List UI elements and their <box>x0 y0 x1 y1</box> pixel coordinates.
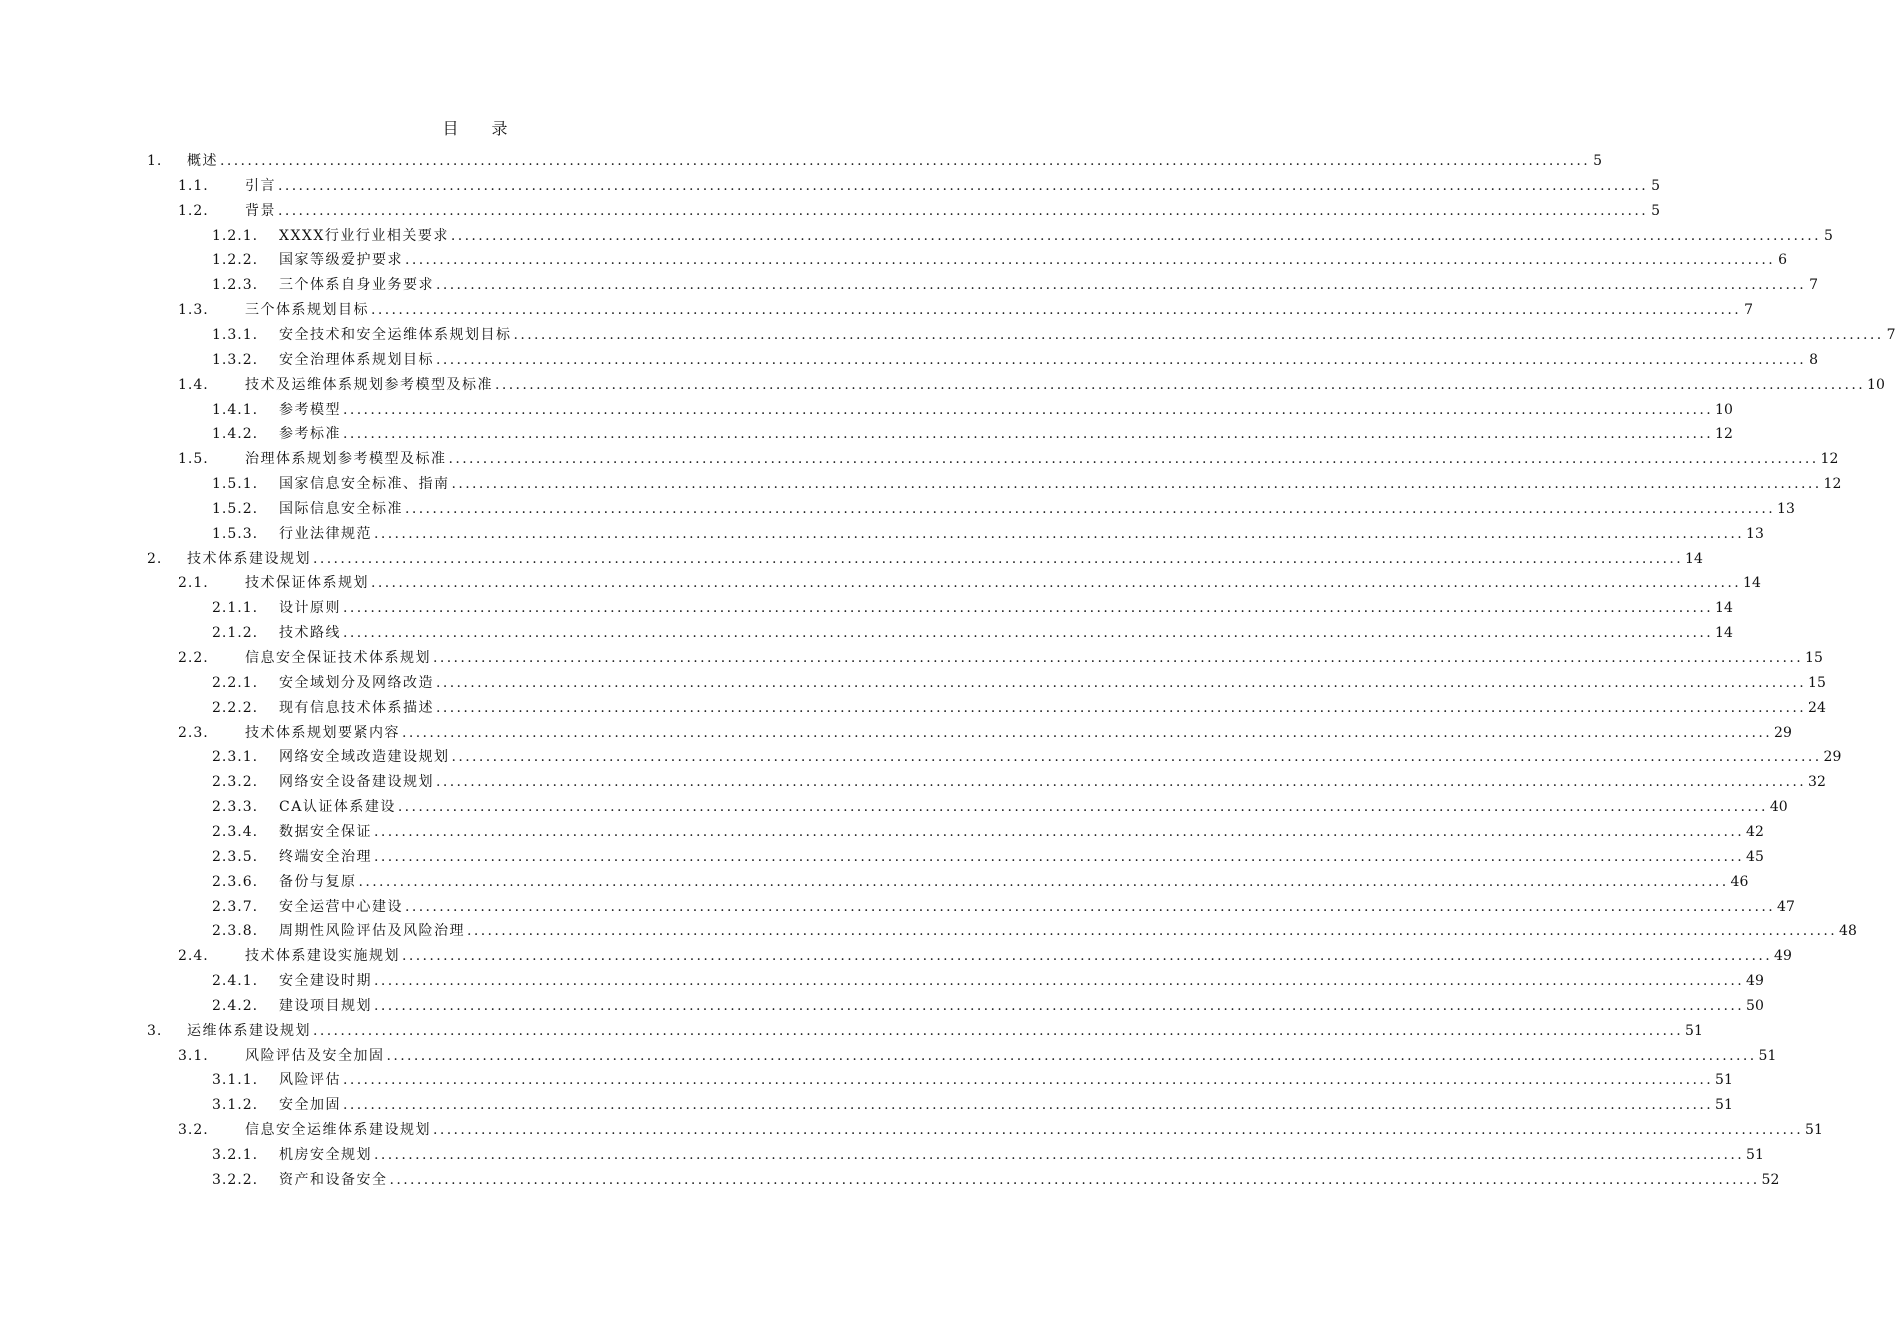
toc-entry-number: 2.2. <box>178 650 209 666</box>
toc-entry-label: 技术体系建设规划 <box>187 550 311 567</box>
toc-entry-page-number: 7 <box>1744 302 1754 319</box>
toc-entry-page-number: 5 <box>1824 227 1833 244</box>
toc-entry-page-number: 5 <box>1651 177 1661 194</box>
toc-entry-page-number: 12 <box>1820 451 1839 468</box>
toc-entry-page-number: 40 <box>1769 799 1788 816</box>
toc-entry-page-number: 51 <box>1685 1022 1703 1039</box>
toc-entry-page-number: 51 <box>1715 1097 1733 1114</box>
toc-entry-page-number: 10 <box>1867 376 1885 393</box>
toc-entry-leader-dots: ........................................................................................................................................................................................................ <box>436 277 1807 294</box>
toc-entry-number: 2.3.1. <box>212 749 259 766</box>
toc-entry[interactable] <box>212 1169 1780 1191</box>
toc-entry-page-number: 50 <box>1746 997 1764 1014</box>
toc-entry-leader-dots: ........................................................................................................................................................................................................ <box>313 1022 1684 1039</box>
toc-entry[interactable] <box>212 498 1795 520</box>
toc-entry-number: 3.2.2. <box>212 1171 259 1188</box>
toc-entry[interactable] <box>178 647 1823 669</box>
toc-entry-number: 1.4.1. <box>212 401 259 418</box>
toc-entry-label: 现有信息技术体系描述 <box>279 699 434 716</box>
toc-entry-leader-dots: ........................................................................................................................................................................................................ <box>436 674 1807 691</box>
toc-entry-label: 三个体系自身业务要求 <box>279 277 434 294</box>
toc-entry-leader-dots: ........................................................................................................................................................................................................ <box>371 302 1742 319</box>
toc-entry-label: 行业法律规范 <box>279 525 372 542</box>
toc-entry-label: 参考模型 <box>279 401 341 418</box>
toc-entry-leader-dots: ........................................................................................................................................................................................................ <box>448 451 1819 468</box>
toc-entry-number: 1.5.1. <box>212 476 259 493</box>
toc-entry-page-number: 46 <box>1730 873 1749 890</box>
toc-entry-label: 建设项目规划 <box>279 997 372 1014</box>
toc-entry-number: 3.2. <box>178 1122 209 1139</box>
toc-entry-label: 备份与复原 <box>279 873 357 890</box>
toc-entry[interactable] <box>212 523 1764 545</box>
toc-entry-label: 技术体系建设实施规划 <box>245 948 400 965</box>
toc-entry-number: 2.3.5. <box>212 848 259 865</box>
toc-entry-leader-dots: ........................................................................................................................................................................................................ <box>343 426 1714 443</box>
toc-entry[interactable] <box>178 1119 1823 1141</box>
toc-entry-label: 信息安全运维体系建设规划 <box>245 1122 431 1139</box>
toc-title: 目 录 <box>442 119 522 138</box>
toc-entry-page-number: 5 <box>1593 153 1603 169</box>
toc-entry-leader-dots: ........................................................................................................................................................................................................ <box>343 1072 1714 1089</box>
toc-entry-label: 终端安全治理 <box>279 848 372 865</box>
toc-entry-number: 2.4. <box>178 948 209 965</box>
toc-entry-page-number: 14 <box>1743 575 1761 592</box>
toc-entry-label: CA认证体系建设 <box>279 799 396 816</box>
toc-entry[interactable] <box>212 1094 1733 1116</box>
toc-entry-label: 国家信息安全标准、指南 <box>279 476 450 493</box>
toc-entry-label: 概述 <box>187 153 218 169</box>
toc-entry-leader-dots: ........................................................................................................................................................................................................ <box>374 823 1745 840</box>
toc-entry-number: 2.1. <box>178 575 209 592</box>
toc-entry[interactable] <box>212 225 1833 247</box>
toc-entry-number: 2.3.4. <box>212 823 259 840</box>
toc-entry-label: 技术及运维体系规划参考模型及标准 <box>245 376 493 393</box>
toc-entry-page-number: 29 <box>1774 724 1792 741</box>
toc-entry-page-number: 51 <box>1746 1147 1764 1163</box>
toc-entry-label: 运维体系建设规划 <box>187 1022 311 1039</box>
toc-entry[interactable] <box>212 697 1826 719</box>
toc-entry-page-number: 32 <box>1808 774 1826 791</box>
toc-entry-leader-dots: ........................................................................................................................................................................................................ <box>405 898 1776 915</box>
toc-entry-number: 3.1.1. <box>212 1072 259 1089</box>
toc-entry-number: 2.4.2. <box>212 997 259 1014</box>
toc-entry-page-number: 14 <box>1715 625 1733 642</box>
toc-entry-label: 风险评估及安全加固 <box>245 1047 385 1064</box>
toc-entry-label: 安全建设时期 <box>279 973 372 990</box>
toc-entry-page-number: 7 <box>1886 326 1896 343</box>
toc-entry[interactable] <box>212 622 1733 644</box>
toc-entry-leader-dots: ........................................................................................................................................................................................................ <box>278 177 1649 194</box>
toc-entry-number: 1.3.2. <box>212 351 259 368</box>
toc-entry-leader-dots: ........................................................................................................................................................................................................ <box>220 153 1591 169</box>
toc-entry-page-number: 7 <box>1809 277 1819 294</box>
toc-entry[interactable] <box>212 1144 1764 1166</box>
toc-entry-leader-dots: ........................................................................................................................................................................................................ <box>389 1171 1760 1188</box>
toc-entry-label: 三个体系规划目标 <box>245 302 369 319</box>
toc-entry-leader-dots: ........................................................................................................................................................................................................ <box>397 799 1768 816</box>
toc-entry-page-number: 12 <box>1823 476 1842 493</box>
toc-entry[interactable] <box>178 374 1885 396</box>
toc-entry[interactable] <box>212 1069 1733 1091</box>
toc-entry-page-number: 52 <box>1761 1171 1780 1188</box>
toc-entry[interactable] <box>147 150 1603 172</box>
toc-entry-page-number: 42 <box>1746 823 1764 840</box>
toc-entry-number: 1.1. <box>178 177 209 194</box>
toc-entry-label: 技术路线 <box>279 625 341 642</box>
toc-entry-number: 2.1.1. <box>212 600 259 617</box>
toc-entry-leader-dots: ........................................................................................................................................................................................................ <box>513 326 1884 343</box>
toc-entry-page-number: 51 <box>1758 1047 1777 1064</box>
toc-entry[interactable] <box>212 274 1819 296</box>
toc-entry-leader-dots: ........................................................................................................................................................................................................ <box>436 699 1807 716</box>
toc-entry-leader-dots: ........................................................................................................................................................................................................ <box>343 401 1714 418</box>
toc-entry-number: 1.5. <box>178 451 209 468</box>
toc-entry-number: 1.5.3. <box>212 525 259 542</box>
toc-entry-number: 1.2. <box>178 202 209 219</box>
toc-entry-number: 1.2.2. <box>212 252 259 269</box>
toc-entry-leader-dots: ........................................................................................................................................................................................................ <box>374 1147 1745 1163</box>
toc-entry-label: 背景 <box>245 202 276 219</box>
toc-entry[interactable] <box>178 448 1839 470</box>
toc-entry-page-number: 8 <box>1809 351 1819 368</box>
toc-entry-label: 风险评估 <box>279 1072 341 1089</box>
toc-entry-page-number: 10 <box>1715 401 1733 418</box>
toc-entry-number: 1.4. <box>178 376 209 393</box>
toc-entry-label: 信息安全保证技术体系规划 <box>245 650 431 666</box>
toc-entry-number: 2. <box>147 550 163 567</box>
toc-entry-leader-dots: ........................................................................................................................................................................................................ <box>278 202 1649 219</box>
toc-entry-number: 2.1.2. <box>212 625 259 642</box>
toc-entry[interactable] <box>212 324 1896 346</box>
toc-entry-leader-dots: ........................................................................................................................................................................................................ <box>374 525 1745 542</box>
toc-entry-leader-dots: ........................................................................................................................................................................................................ <box>371 575 1742 592</box>
toc-entry[interactable] <box>212 771 1826 793</box>
toc-entry[interactable] <box>178 945 1792 967</box>
toc-entry-page-number: 14 <box>1685 550 1703 567</box>
toc-entry[interactable] <box>212 349 1819 371</box>
toc-entry-label: 周期性风险评估及风险治理 <box>279 923 465 940</box>
toc-entry[interactable] <box>178 299 1754 321</box>
toc-entry-page-number: 51 <box>1715 1072 1733 1089</box>
toc-entry-leader-dots: ........................................................................................................................................................................................................ <box>451 749 1822 766</box>
toc-entry-number: 2.3.8. <box>212 923 259 940</box>
toc-entry-label: 网络安全设备建设规划 <box>279 774 434 791</box>
toc-entry[interactable] <box>212 846 1764 868</box>
toc-entry[interactable] <box>212 473 1842 495</box>
toc-entry[interactable] <box>212 970 1764 992</box>
toc-entry-leader-dots: ........................................................................................................................................................................................................ <box>358 873 1729 890</box>
toc-entry[interactable] <box>212 871 1749 893</box>
toc-entry[interactable] <box>178 722 1792 744</box>
toc-entry[interactable] <box>178 200 1661 222</box>
toc-entry-number: 2.3.3. <box>212 799 259 816</box>
toc-entry-label: XXXX行业行业相关要求 <box>279 227 449 244</box>
toc-entry-page-number: 29 <box>1823 749 1842 766</box>
toc-entry-leader-dots: ........................................................................................................................................................................................................ <box>450 227 1821 244</box>
toc-entry-number: 2.3.7. <box>212 898 259 915</box>
toc-entry-page-number: 49 <box>1774 948 1792 965</box>
toc-entry[interactable] <box>212 746 1842 768</box>
toc-entry-label: 安全运营中心建设 <box>279 898 403 915</box>
toc-entry[interactable] <box>178 572 1761 594</box>
toc-entry[interactable] <box>147 1020 1703 1042</box>
toc-entry-label: 资产和设备安全 <box>279 1171 388 1188</box>
toc-entry-label: 安全治理体系规划目标 <box>279 351 434 368</box>
toc-entry-number: 1.5.2. <box>212 500 259 517</box>
toc-entry-label: 机房安全规划 <box>279 1147 372 1163</box>
toc-entry[interactable] <box>212 796 1788 818</box>
toc-entry-number: 2.2.1. <box>212 674 259 691</box>
toc-entry-page-number: 13 <box>1777 500 1795 517</box>
toc-entry-label: 技术保证体系规划 <box>245 575 369 592</box>
toc-entry-label: 数据安全保证 <box>279 823 372 840</box>
toc-entry[interactable] <box>212 672 1826 694</box>
toc-entry-leader-dots: ........................................................................................................................................................................................................ <box>405 500 1776 517</box>
toc-entry-page-number: 45 <box>1746 848 1764 865</box>
toc-entry-number: 1.3.1. <box>212 326 259 343</box>
toc-entry-leader-dots: ........................................................................................................................................................................................................ <box>433 650 1804 666</box>
toc-entry-leader-dots: ........................................................................................................................................................................................................ <box>374 973 1745 990</box>
toc-entry-leader-dots: ........................................................................................................................................................................................................ <box>343 625 1714 642</box>
toc-entry-number: 1.4.2. <box>212 426 259 443</box>
toc-entry-label: 参考标准 <box>279 426 341 443</box>
toc-entry-number: 2.4.1. <box>212 973 259 990</box>
toc-entry-label: 治理体系规划参考模型及标准 <box>245 451 447 468</box>
toc-entry-label: 安全技术和安全运维体系规划目标 <box>279 326 512 343</box>
toc-entry-page-number: 15 <box>1805 650 1823 666</box>
toc-entry-label: 安全加固 <box>279 1097 341 1114</box>
toc-entry[interactable] <box>178 1045 1777 1067</box>
toc-entry-leader-dots: ........................................................................................................................................................................................................ <box>313 550 1684 567</box>
toc-entry-page-number: 15 <box>1808 674 1826 691</box>
toc-entry-number: 2.3.2. <box>212 774 259 791</box>
toc-entry[interactable] <box>212 821 1764 843</box>
toc-entry[interactable] <box>212 920 1857 942</box>
toc-entry-page-number: 51 <box>1805 1122 1823 1139</box>
toc-entry-number: 2.3.6. <box>212 873 259 890</box>
toc-entry-page-number: 14 <box>1715 600 1733 617</box>
toc-entry-page-number: 6 <box>1778 252 1788 269</box>
toc-entry[interactable] <box>212 423 1733 445</box>
toc-entry-number: 3. <box>147 1022 163 1039</box>
toc-entry-leader-dots: ........................................................................................................................................................................................................ <box>402 948 1773 965</box>
toc-entry-number: 3.1.2. <box>212 1097 259 1114</box>
toc-entry-page-number: 13 <box>1746 525 1764 542</box>
toc-entry-label: 引言 <box>245 177 276 194</box>
toc-entry[interactable] <box>212 597 1733 619</box>
toc-entry-leader-dots: ........................................................................................................................................................................................................ <box>386 1047 1757 1064</box>
toc-entry-page-number: 5 <box>1651 202 1661 219</box>
toc-entry-leader-dots: ........................................................................................................................................................................................................ <box>436 351 1807 368</box>
toc-entry-leader-dots: ........................................................................................................................................................................................................ <box>433 1122 1804 1139</box>
toc-entry-label: 设计原则 <box>279 600 341 617</box>
toc-entry-number: 2.2.2. <box>212 699 259 716</box>
toc-entry[interactable] <box>212 399 1733 421</box>
toc-entry-leader-dots: ........................................................................................................................................................................................................ <box>374 997 1745 1014</box>
toc-entry-page-number: 12 <box>1715 426 1733 443</box>
toc-entry-leader-dots: ........................................................................................................................................................................................................ <box>343 1097 1714 1114</box>
toc-entry-number: 1.2.1. <box>212 227 259 244</box>
toc-entry-label: 国家等级爱护要求 <box>279 252 403 269</box>
toc-entry-leader-dots: ........................................................................................................................................................................................................ <box>374 848 1745 865</box>
toc-entry[interactable] <box>212 995 1764 1017</box>
toc-entry[interactable] <box>147 548 1703 570</box>
toc-entry-page-number: 47 <box>1777 898 1795 915</box>
toc-entry-page-number: 48 <box>1839 923 1857 940</box>
toc-entry-label: 国际信息安全标准 <box>279 500 403 517</box>
toc-entry-number: 3.1. <box>178 1047 209 1064</box>
toc-entry-leader-dots: ........................................................................................................................................................................................................ <box>436 774 1807 791</box>
toc-entry-leader-dots: ........................................................................................................................................................................................................ <box>343 600 1714 617</box>
toc-entry-number: 1. <box>147 153 163 169</box>
toc-entry-page-number: 24 <box>1808 699 1826 716</box>
toc-entry-number: 1.3. <box>178 302 209 319</box>
toc-entry-leader-dots: ........................................................................................................................................................................................................ <box>495 376 1866 393</box>
toc-entry-label: 技术体系规划要紧内容 <box>245 724 400 741</box>
toc-entry-label: 网络安全域改造建设规划 <box>279 749 450 766</box>
toc-entry-leader-dots: ........................................................................................................................................................................................................ <box>405 252 1776 269</box>
toc-entry[interactable] <box>212 896 1795 918</box>
toc-entry-leader-dots: ........................................................................................................................................................................................................ <box>467 923 1838 940</box>
toc-entry-number: 3.2.1. <box>212 1147 259 1163</box>
toc-entry-number: 2.3. <box>178 724 209 741</box>
toc-entry-leader-dots: ........................................................................................................................................................................................................ <box>402 724 1773 741</box>
toc-entry-number: 1.2.3. <box>212 277 259 294</box>
toc-entry-leader-dots: ........................................................................................................................................................................................................ <box>451 476 1822 493</box>
toc-entry[interactable] <box>212 249 1788 271</box>
toc-entry-label: 安全域划分及网络改造 <box>279 674 434 691</box>
toc-entry[interactable] <box>178 175 1661 197</box>
toc-entry-page-number: 49 <box>1746 973 1764 990</box>
